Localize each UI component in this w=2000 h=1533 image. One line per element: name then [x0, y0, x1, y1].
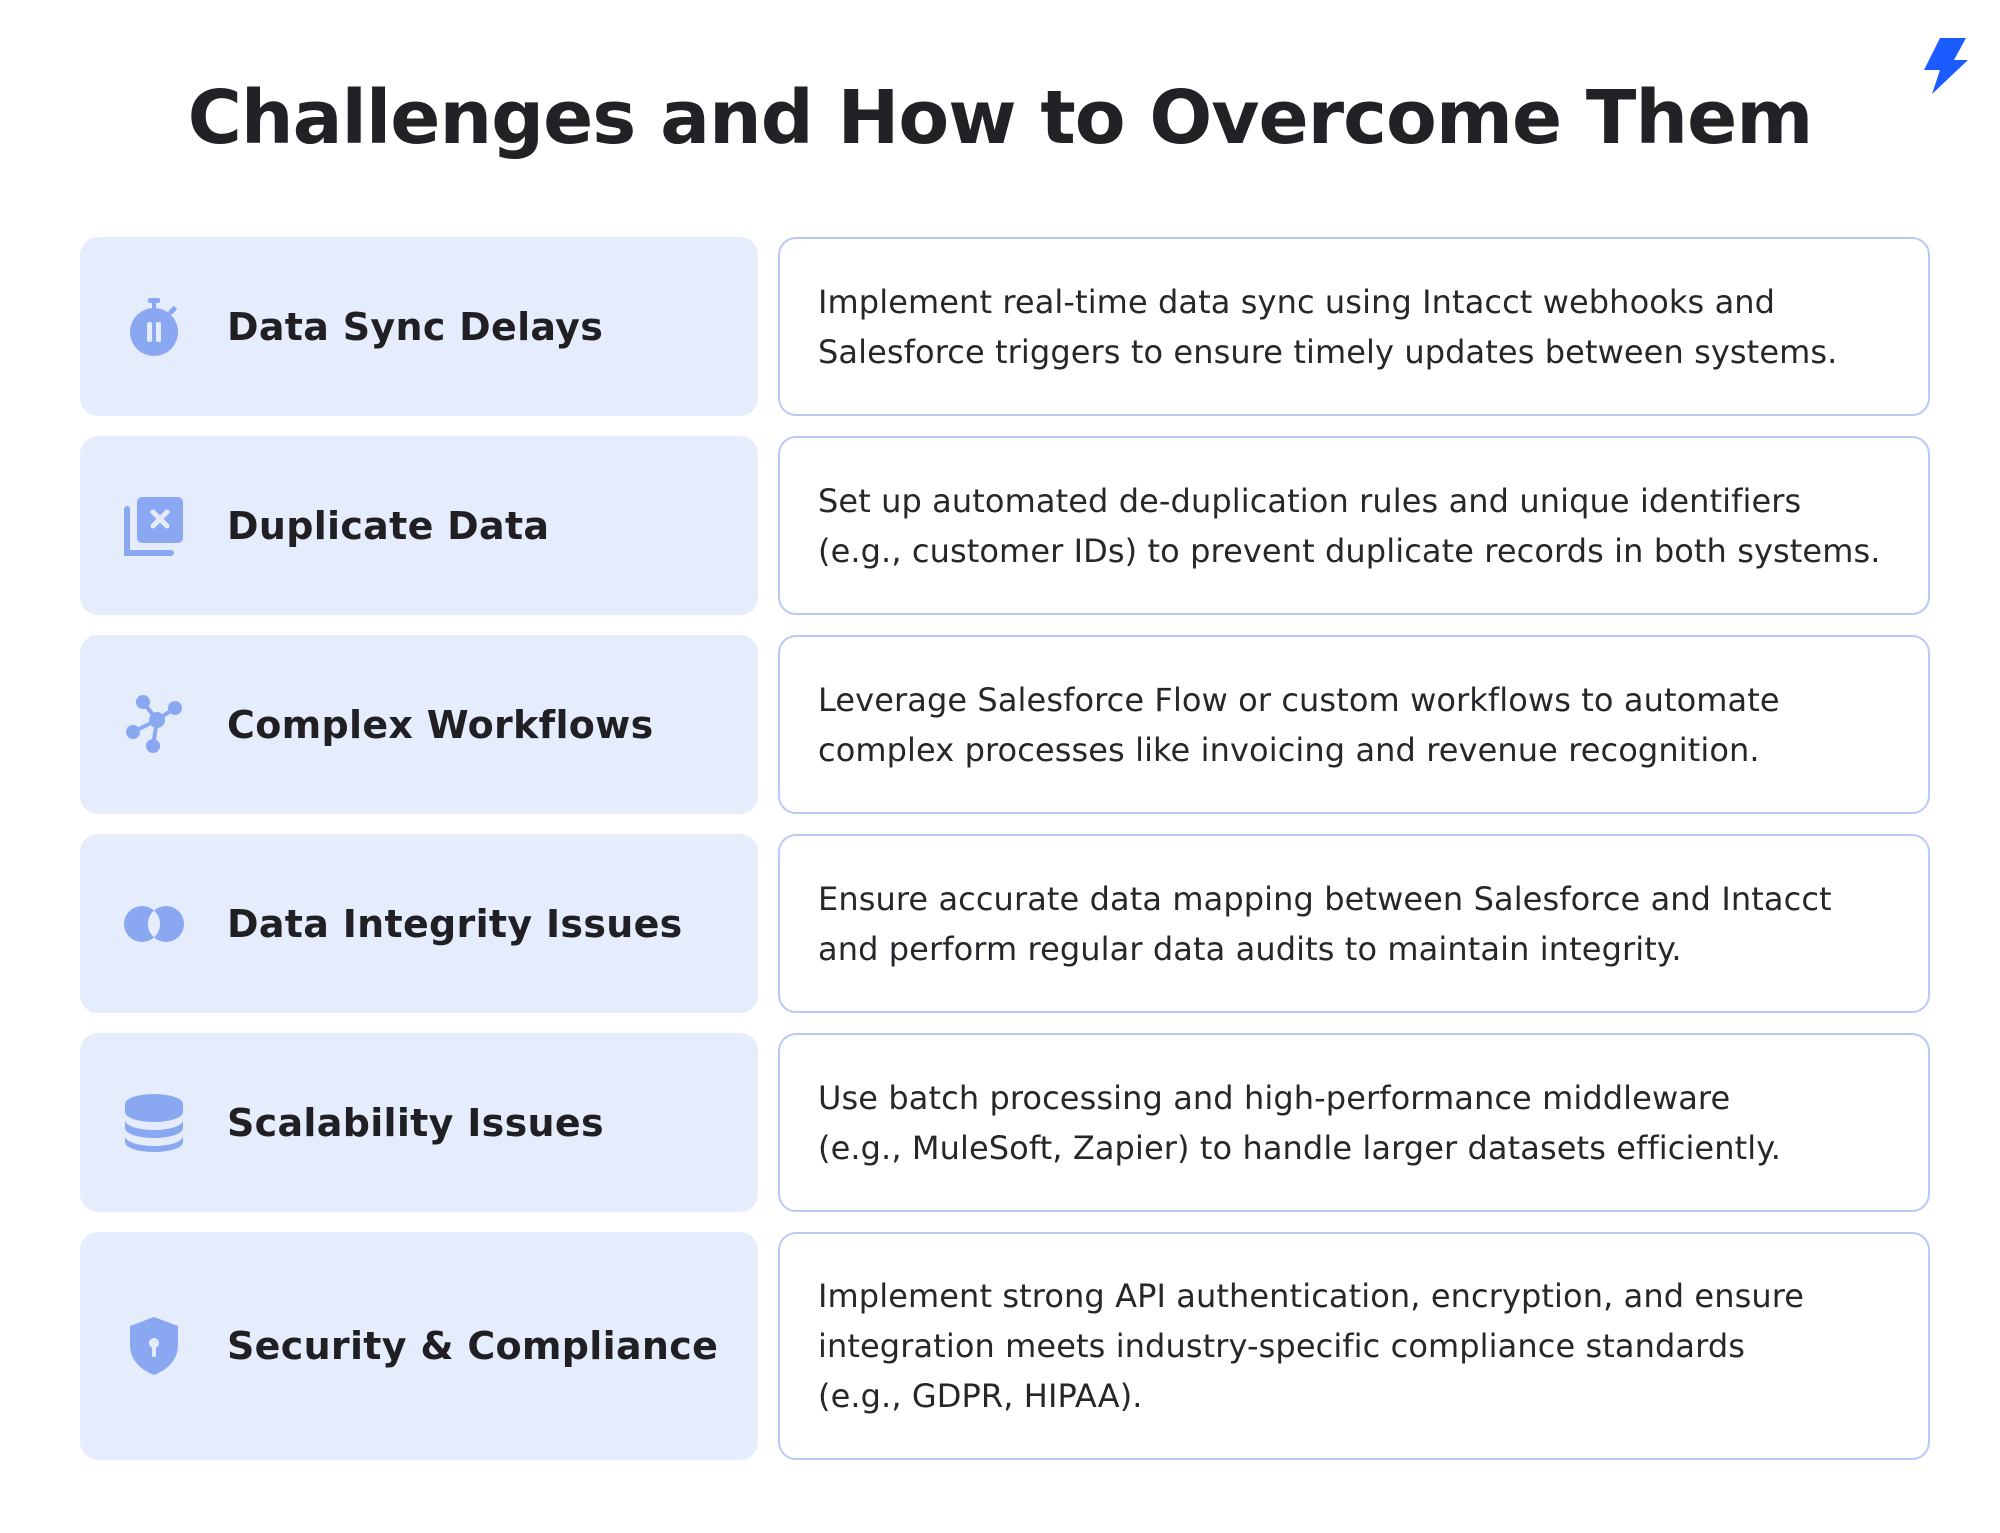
challenge-label: Security & Compliance	[227, 1324, 719, 1368]
solution-card	[778, 635, 1930, 814]
challenge-card	[80, 1033, 758, 1212]
shield-lock-icon	[123, 1315, 185, 1377]
solution-card	[778, 436, 1930, 615]
solution-card	[778, 834, 1930, 1013]
solution-text: Use batch processing and high-performance middleware (e.g., MuleSoft, Zapier) to handle larger datasets efficiently.	[818, 1078, 1781, 1167]
challenge-label: Scalability Issues	[227, 1100, 604, 1145]
challenge-label: Data Sync Delays	[227, 304, 604, 349]
solution-card	[778, 1232, 1930, 1460]
duplicate-stack-icon	[123, 495, 185, 557]
challenge-row	[80, 237, 1930, 416]
challenge-card	[80, 436, 758, 615]
challenge-card	[80, 635, 758, 814]
solution-text: Implement real-time data sync using Intacct webhooks and Salesforce triggers to ensure timely updates between systems.	[818, 282, 1838, 371]
solution-text: Leverage Salesforce Flow or custom workflows to automate complex processes like invoicing and revenue recognition.	[818, 680, 1780, 769]
database-icon	[123, 1092, 185, 1154]
challenge-label: Data Integrity Issues	[227, 901, 683, 946]
solution-text: Implement strong API authentication, encryption, and ensure integration meets industry-specific compliance standards (e.g., GDPR, HIPAA).	[818, 1277, 1805, 1415]
challenge-row	[80, 1232, 1930, 1460]
challenge-row	[80, 834, 1930, 1013]
challenge-card	[80, 1232, 758, 1460]
challenge-row	[80, 436, 1930, 615]
challenge-row	[80, 1033, 1930, 1212]
challenge-label: Complex Workflows	[227, 702, 654, 747]
solution-text: Ensure accurate data mapping between Salesforce and Intacct and perform regular data audits to maintain integrity.	[818, 879, 1832, 968]
challenge-label: Duplicate Data	[227, 503, 550, 548]
page-title: Challenges and How to Overcome Them	[187, 75, 1813, 161]
overlapping-circles-icon	[123, 893, 185, 955]
challenge-row	[80, 635, 1930, 814]
challenge-card	[80, 834, 758, 1013]
solution-card	[778, 237, 1930, 416]
solution-text: Set up automated de-duplication rules and unique identifiers (e.g., customer IDs) to prevent duplicate records in both systems.	[818, 481, 1881, 570]
solution-card	[778, 1033, 1930, 1212]
stopwatch-pause-icon	[123, 296, 185, 358]
workflow-nodes-icon	[123, 694, 185, 756]
challenge-card	[80, 237, 758, 416]
challenge-list	[80, 237, 1930, 1480]
